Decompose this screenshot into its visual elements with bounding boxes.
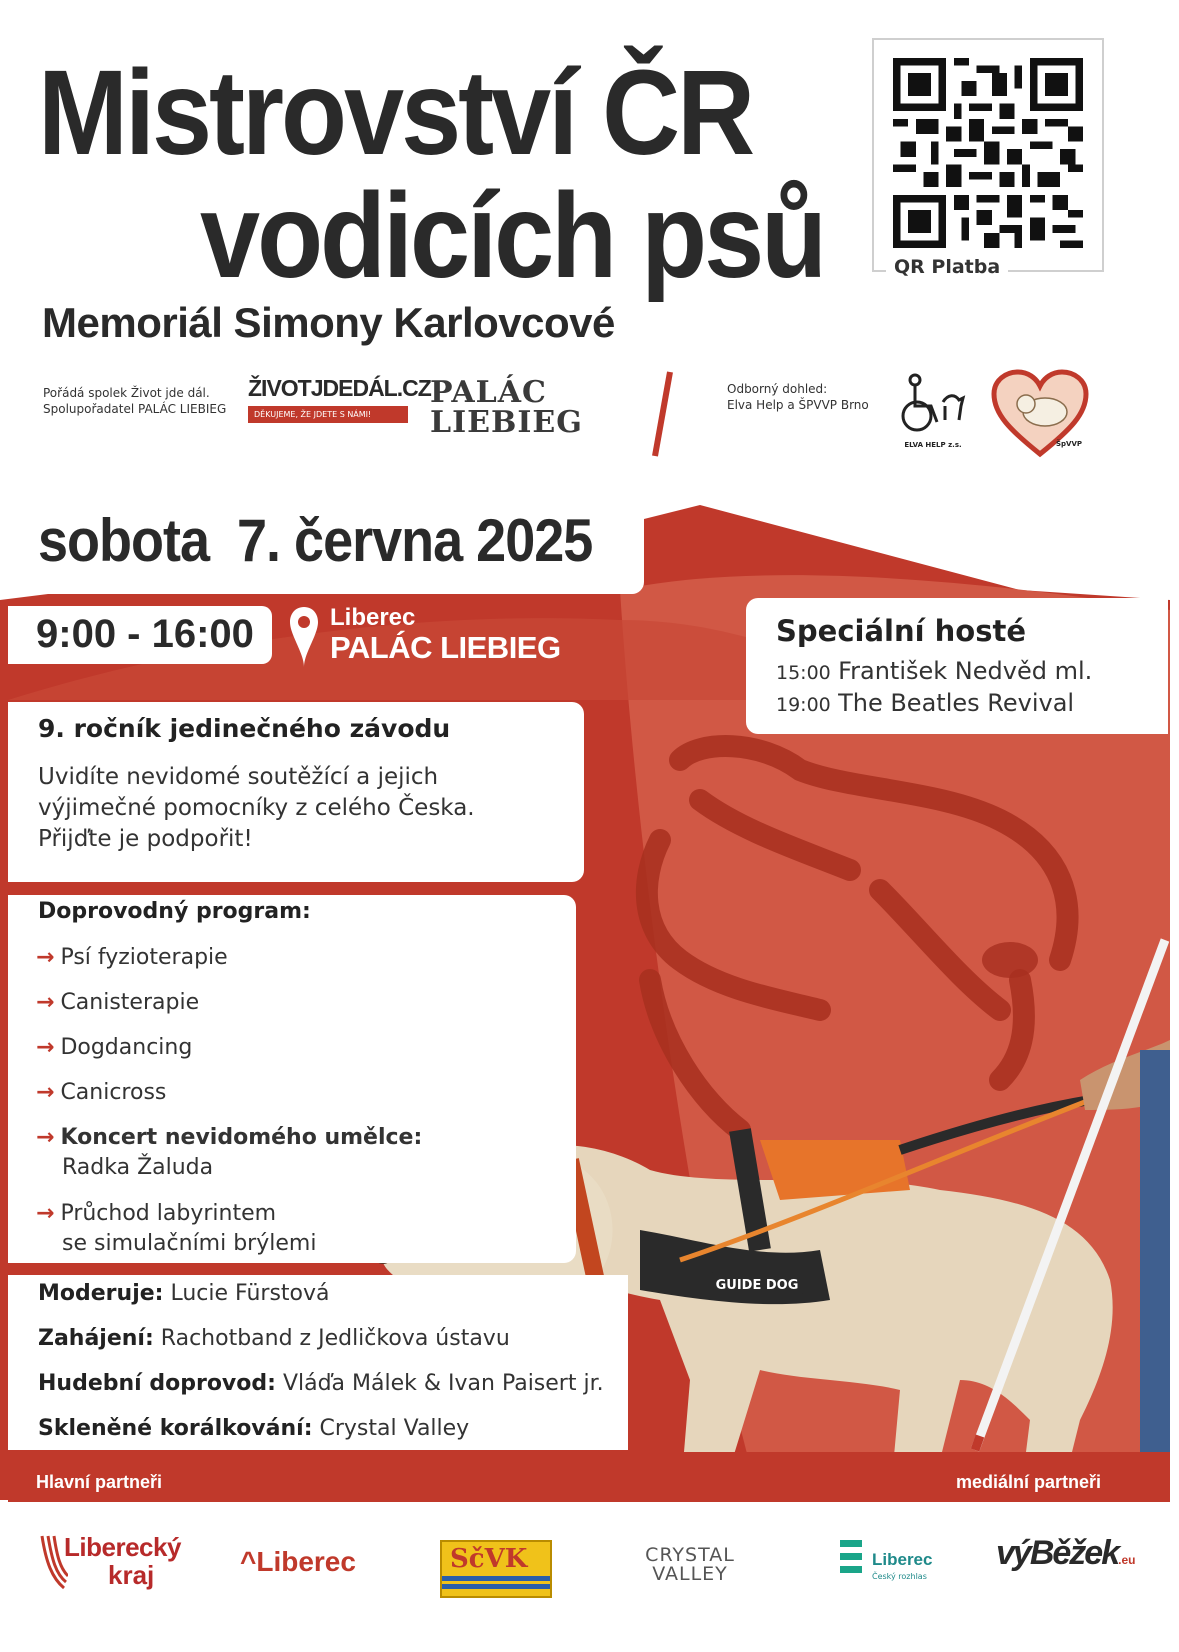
supervision-line-2: Elva Help a ŠPVVP Brno: [727, 398, 869, 412]
info-row-opening: [38, 1326, 510, 1351]
guest-time-2: 19:00: [776, 694, 831, 716]
main-partners-label: Hlavní partneři: [36, 1472, 163, 1492]
guests-card: [746, 598, 1168, 734]
date-card: [8, 494, 644, 594]
scvk-text: SčVK: [450, 1544, 528, 1574]
divider-slash-top: [655, 372, 670, 456]
zivot-tagline: DĚKUJEME, ŽE JDETE S NÁMI!: [248, 406, 408, 423]
program-item-4: [36, 1078, 166, 1108]
guests-heading: Speciální hosté: [776, 614, 1026, 648]
event-city: Liberec: [330, 604, 416, 631]
program-item-1: [36, 943, 228, 973]
program-item-2: [36, 988, 199, 1018]
info-row-music: [38, 1371, 604, 1396]
title-line-2: vodicích psů: [200, 167, 825, 303]
program-item-label: Psí fyzioterapie: [60, 945, 228, 970]
race-line-2: výjimečné pomocníky z celého Česka.: [38, 795, 475, 821]
scvk-stripe: [442, 1584, 550, 1589]
elva-caption: ELVA HELP z.s.: [904, 441, 962, 449]
zivot-jde-dal-logo: [248, 375, 431, 423]
info-value: Rachotband z Jedličkova ústavu: [160, 1326, 510, 1351]
guest-name-2: The Beatles Revival: [838, 689, 1075, 717]
program-item-label: Canisterapie: [60, 990, 200, 1015]
arrow-right-icon: →: [36, 1035, 55, 1060]
arrow-right-icon: →: [36, 1125, 55, 1150]
kraj-text-2: kraj: [108, 1560, 155, 1590]
vybezek-text: výBěžek: [996, 1534, 1119, 1572]
rozhlas-text-2: Český rozhlas: [872, 1572, 927, 1581]
info-label: Hudební doprovod:: [38, 1371, 276, 1396]
kraj-text-1: Liberecký: [64, 1532, 181, 1562]
title-line-1: Mistrovství ČR: [38, 44, 753, 180]
labyrinth-line-2: se simulačními brýlemi: [62, 1231, 317, 1256]
spvvp-logo: [990, 368, 1090, 458]
harness-label: GUIDE DOG: [715, 1278, 799, 1293]
palac-logo-line-2: LIEBIEG: [430, 405, 583, 440]
zivot-logo-text: ŽIVOTJDEDÁL.CZ: [248, 375, 431, 401]
time-card: [8, 606, 272, 664]
concert-label: Koncert nevidomého umělce:: [60, 1125, 423, 1150]
info-value: Lucie Fürstová: [170, 1281, 330, 1306]
program-card: [8, 895, 576, 1263]
race-line-3: Přijďte je podpořit!: [38, 826, 253, 852]
info-label: Moderuje:: [38, 1281, 164, 1306]
info-row-beading: [38, 1416, 469, 1441]
vybezek-logo[interactable]: [996, 1534, 1135, 1573]
arrow-right-icon: →: [36, 1080, 55, 1105]
guest-row-1: [776, 656, 1092, 689]
program-item-3: [36, 1033, 192, 1063]
labyrinth-line-1: Průchod labyrintem: [60, 1201, 277, 1226]
arrow-right-icon: →: [36, 945, 55, 970]
guest-row-2: [776, 688, 1074, 721]
liberec-city-logo[interactable]: ^Liberec: [240, 1546, 356, 1577]
crystal-valley-logo[interactable]: [640, 1546, 740, 1584]
race-card: [8, 702, 584, 882]
rozhlas-icon: [840, 1540, 864, 1574]
event-date: sobota 7. června 2025: [38, 507, 593, 575]
crystal-text-2: VALLEY: [652, 1563, 728, 1585]
guest-time-1: 15:00: [776, 662, 831, 684]
arrow-right-icon: →: [36, 990, 55, 1015]
organizer-line-1: Pořádá spolek Život jde dál.: [43, 386, 210, 400]
info-value: Vláďa Málek & Ivan Paisert jr.: [282, 1371, 604, 1396]
organizer-line-2: Spolupořadatel PALÁC LIEBIEG: [43, 402, 227, 416]
arrow-right-icon: →: [36, 1201, 55, 1226]
liberecky-kraj-logo[interactable]: [38, 1528, 188, 1598]
info-label: Skleněné korálkování:: [38, 1416, 313, 1441]
palac-logo-line-1: PALÁC: [430, 375, 547, 410]
info-panel: [8, 1275, 628, 1450]
spvvp-caption: ŠpVVP: [1056, 440, 1083, 448]
qr-code-icon: [893, 58, 1083, 248]
elva-help-logo: [893, 372, 973, 452]
rozhlas-text-1: Liberec: [872, 1550, 933, 1569]
subtitle: Memoriál Simony Karlovcové: [42, 299, 615, 346]
scvk-logo[interactable]: [440, 1540, 552, 1598]
qr-label: QR Platba: [886, 256, 1008, 278]
palac-liebieg-logo: [430, 375, 583, 440]
dog-silhouette-eye: [982, 942, 1038, 978]
qr-code-frame[interactable]: [872, 38, 1104, 278]
program-item-concert: [36, 1123, 422, 1153]
program-item-label: Canicross: [60, 1080, 167, 1105]
program-heading: Doprovodný program:: [38, 899, 311, 924]
info-label: Zahájení:: [38, 1326, 154, 1351]
program-item-label: Dogdancing: [60, 1035, 193, 1060]
location-pin-icon: [288, 605, 320, 669]
crystal-text-1: CRYSTAL: [645, 1544, 735, 1566]
race-heading: 9. ročník jedinečného závodu: [38, 714, 451, 743]
event-venue: PALÁC LIEBIEG: [330, 630, 561, 665]
scvk-stripe: [442, 1576, 550, 1581]
program-item-labyrinth: [36, 1199, 276, 1229]
media-partners-label: mediální partneři: [956, 1472, 1102, 1492]
concert-artist: Radka Žaluda: [62, 1155, 214, 1180]
wheelchair-dog-icon: [893, 372, 973, 437]
guest-name-1: František Nedvěd ml.: [838, 657, 1093, 685]
supervision-line-1: Odborný dohled:: [727, 382, 828, 396]
cesky-rozhlas-liberec-logo[interactable]: [840, 1536, 950, 1596]
info-row-moderator: [38, 1281, 330, 1306]
event-time: 9:00 - 16:00: [36, 612, 254, 656]
info-value: Crystal Valley: [319, 1416, 470, 1441]
race-line-1: Uvidíte nevidomé soutěžící a jejich: [38, 764, 439, 790]
vybezek-suffix: .eu: [1118, 1553, 1136, 1567]
